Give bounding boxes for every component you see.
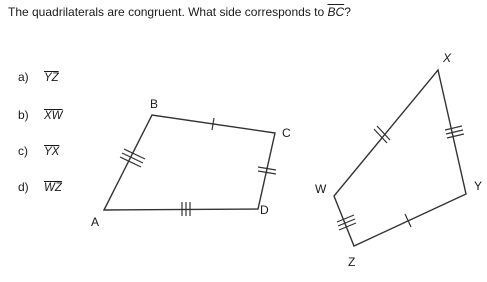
vertex-label-z: Z xyxy=(348,255,356,269)
vertex-label-c: C xyxy=(282,126,291,140)
choice-letter: a) xyxy=(18,70,29,84)
choice-letter: c) xyxy=(18,144,28,158)
vertex-label-d: D xyxy=(260,203,269,217)
choice-letter: b) xyxy=(18,108,29,122)
question-end: ? xyxy=(344,5,351,19)
vertex-label-a: A xyxy=(91,215,100,229)
quadrilateral-abcd xyxy=(104,115,275,210)
vertex-label-x: X xyxy=(443,51,452,65)
choice-segment: $\overline{XW}$ xyxy=(44,110,63,122)
vertex-label-y: Y xyxy=(474,179,483,193)
choice-segment: $\overline{WZ}$ xyxy=(44,182,62,194)
tick-marks-xyzw xyxy=(337,126,464,230)
choice-letter: d) xyxy=(18,180,29,194)
choice-segment: $\overline{YZ}$ xyxy=(44,72,59,84)
choice-segment: $\overline{YX}$ xyxy=(44,146,60,158)
question-segment: $\overline{BC}$ xyxy=(327,5,345,19)
question-prefix: The quadrilaterals are congruent. What side corresponds to xyxy=(8,5,328,19)
vertex-label-b: B xyxy=(150,97,159,111)
vertex-label-w: W xyxy=(315,182,327,196)
